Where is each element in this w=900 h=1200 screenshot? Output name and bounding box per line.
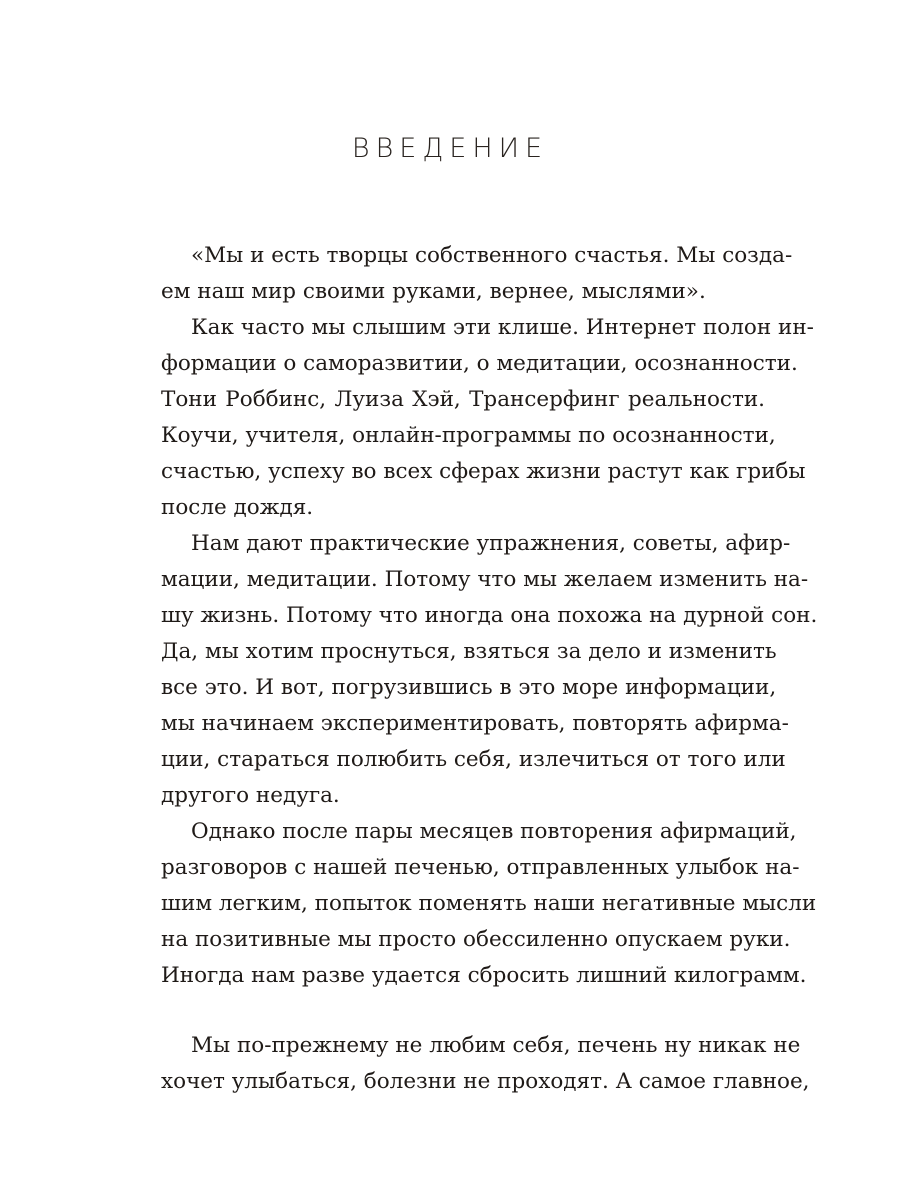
text-line: после дождя. [161,495,314,520]
chapter-title: ВВЕДЕНИЕ [351,133,549,164]
paragraph [161,526,818,814]
text-line: Нам дают практические упражнения, советы, афир- [191,531,791,556]
body-text [161,238,818,1100]
text-line: на позитивные мы просто обессиленно опускаем руки. [161,927,791,952]
text-line: мации, медитации. Потому что мы желаем изменить на- [161,567,809,592]
text-line: «Мы и есть творцы собственного счастья. Мы созда- [191,243,793,268]
paragraph [161,310,814,526]
text-line: другого недуга. [161,783,340,808]
text-line: Коучи, учителя, онлайн-программы по осознанности, [161,423,776,448]
text-line: Однако после пары месяцев повторения афирмаций, [191,819,797,844]
paragraph [161,814,817,994]
paragraph [161,238,793,310]
paragraph [161,1028,810,1100]
text-line: ем наш мир своими руками, вернее, мыслями». [161,279,706,304]
text-line: шу жизнь. Потому что иногда она похожа на дурной сон. [161,603,818,628]
text-line: ции, стараться полюбить себя, излечиться от того или [161,747,786,772]
text-line: разговоров с нашей печенью, отправленных улыбок на- [161,855,800,880]
section-break [161,994,765,1028]
text-line: мы начинаем экспериментировать, повторять афирма- [161,711,789,736]
text-line: счастью, успеху во всех сферах жизни растут как грибы [161,459,806,484]
text-line: шим легким, попыток поменять наши негативные мысли [161,891,817,916]
text-line: все это. И вот, погрузившись в это море информации, [161,675,777,700]
text-line: Как часто мы слышим эти клише. Интернет полон ин- [191,315,814,340]
text-line: Иногда нам разве удается сбросить лишний килограмм. [161,963,807,988]
text-line: Тони Роббинс, Луиза Хэй, Трансерфинг реальности. [161,387,765,412]
text-line: Мы по-прежнему не любим себя, печень ну никак не [191,1033,801,1058]
text-line: формации о саморазвитии, о медитации, осознанности. [161,351,798,376]
text-line: Да, мы хотим проснуться, взяться за дело и изменить [161,639,777,664]
text-line: хочет улыбаться, болезни не проходят. А самое главное, [161,1069,810,1094]
